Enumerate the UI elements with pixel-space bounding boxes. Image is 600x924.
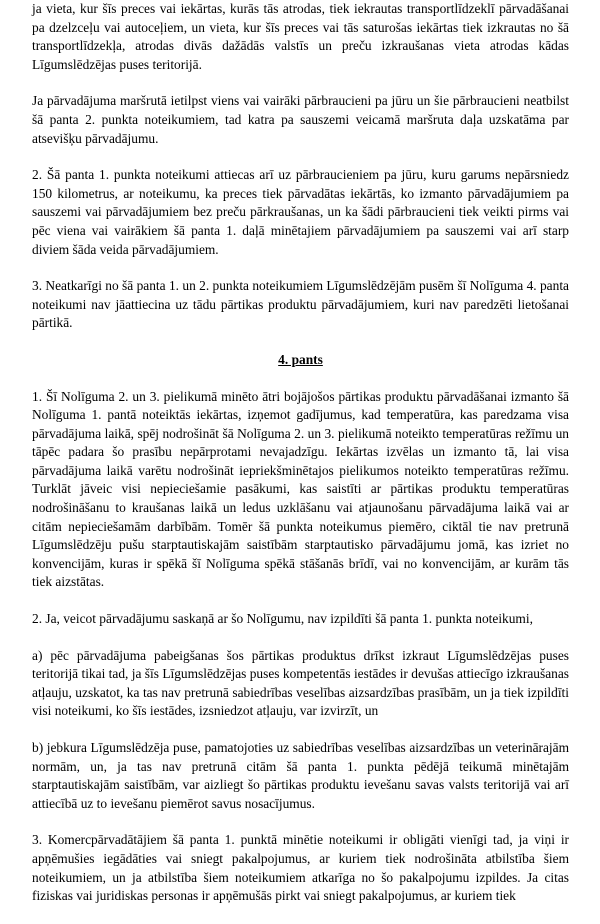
article4-paragraph-4: b) jebkura Līgumslēdzēja puse, pamatojoties uz sabiedrības veselības aizsardzības un veterinārajām normām, un, ja tas nav pretrunā citām šā panta 1. punkta pēdējā teikumā minētajām starptautiskajām saistībām, var aizliegt šo pārtikas produktu ievešanu savas valsts teritorijā vai arī attiecībā uz to ievešanu piemērot savus nosacījumus. [32, 740, 569, 811]
article4-paragraph-1: 1. Šī Nolīguma 2. un 3. pielikumā minēto ātri bojājošos pārtikas produktu pārvadāšanai izmanto šā Nolīguma 1. pantā noteiktās iekārtas, izņemot gadījumus, kad temperatūra, kas paredzama visa pārvadājuma laikā, spēj nodrošināt šā Nolīguma 2. un 3. pielikumā noteikto temperatūras režīmu un tāpēc padara šo prasību nepārprotami nevajadzīgu. Iekārtas izvēlas un izmanto tā, lai visa pārvadājuma laikā varētu nodrošināt iepriekšminētajos pielikumos noteikto temperatūras režīmu. Turklāt jāveic visi nepieciešamie pasākumi, kas saistīti ar pārtikas produktu temperatūras nodrošināšanu to kraušanas laikā un ledus uzklāšanu vai atjaunošanu pārvadājuma laikā vai ar citām nepieciešamām darbībām. Tomēr šā punkta noteikumus piemēro, ciktāl tie nav pretrunā Līgumslēdzēju pušu starptautiskajām saistībām starptautisko pārvadājumu jomā, kas izriet no konvencijām, kuras ir spēkā šī Nolīguma spēkā stāšanās brīdī, vai no konvencijām, ar kurām tās tiek aizstātas. [32, 388, 569, 590]
article3-paragraph-4: 3. Neatkarīgi no šā panta 1. un 2. punkta noteikumiem Līgumslēdzējām pusēm šī Nolīguma 4. panta noteikumi nav jāattiecina uz tādu pārtikas produktu pārvadājumiem, kuri nav paredzēti lietošanai pārtikā. [32, 278, 569, 331]
article4-paragraph-3: a) pēc pārvadājuma pabeigšanas šos pārtikas produktus drīkst izkraut Līgumslēdzējas puses teritorijā tikai tad, ja šīs Līgumslēdzējas puses kompetentās iestādes ir devušas attiecīgo izkraušanas atļauju, uzskatot, ka tas nav pretrunā sabiedrības veselības aizsardzības prasībām, un ja tiek izpildīti visi noteikumi, ko šīs iestādes, izsniedzot atļauju, var izvirzīt, un [32, 647, 569, 719]
article4-paragraph-2: 2. Ja, veicot pārvadājumu saskaņā ar šo Nolīgumu, nav izpildīti šā panta 1. punkta noteikumi, [32, 611, 533, 627]
article4-heading: 4. pants [278, 351, 323, 367]
article3-paragraph-3: 2. Šā panta 1. punkta noteikumi attiecas arī uz pārbraucieniem pa jūru, kuru garums nepārsniedz 150 kilometrus, ar noteikumu, ka preces tiek pārvadātas iekārtās, ko izmanto pārvadājumiem pa sauszemi vai pārvadājumiem bez preču pārkraušanas, un ka šādi pārbraucieni tiek veikti pirms vai pēc viena vai vairākiem šā panta 1. daļā minētajiem pārvadājumiem pa sauszemi vai arī starp diviem šāda veida pārvadājumiem. [32, 167, 569, 257]
article4-paragraph-5: 3. Komercpārvadātājiem šā panta 1. punktā minētie noteikumi ir obligāti vienīgi tad, ja viņi ir apņēmušies iegādāties vai sniegt pakalpojumus, ar kuriem tiek nodrošināta atbilstība šiem noteikumiem, un ja atbilstība šiem noteikumiem atkarīga no šo pakalpojumu izpildes. Ja citas fiziskas vai juridiskas personas ir apņēmušās pirkt vai sniegt pakalpojumus, ar kuriem tiek [32, 832, 569, 904]
article3-paragraph-1: ja vieta, kur šīs preces vai iekārtas, kurās tās atrodas, tiek iekrautas transportlīdzeklī pārvadāšanai pa dzelzceļu vai autoceļiem, un vieta, kur šīs preces vai tās saturošas iekārtas tiek izkrautas no šā transportlīdzekļa, atrodas divās dažādās valstīs un preču izkraušanas vieta atrodas kādas Līgumslēdzējas puses teritorijā. [32, 1, 569, 72]
article3-paragraph-2: Ja pārvadājuma maršrutā ietilpst viens vai vairāki pārbraucieni pa jūru un šie pārbraucieni neatbilst šā panta 2. punkta noteikumiem, tad katra pa sauszemi veicamā maršruta daļa uzskatāma par atsevišķu pārvadājumu. [32, 93, 569, 146]
document-page [32, 0, 569, 924]
